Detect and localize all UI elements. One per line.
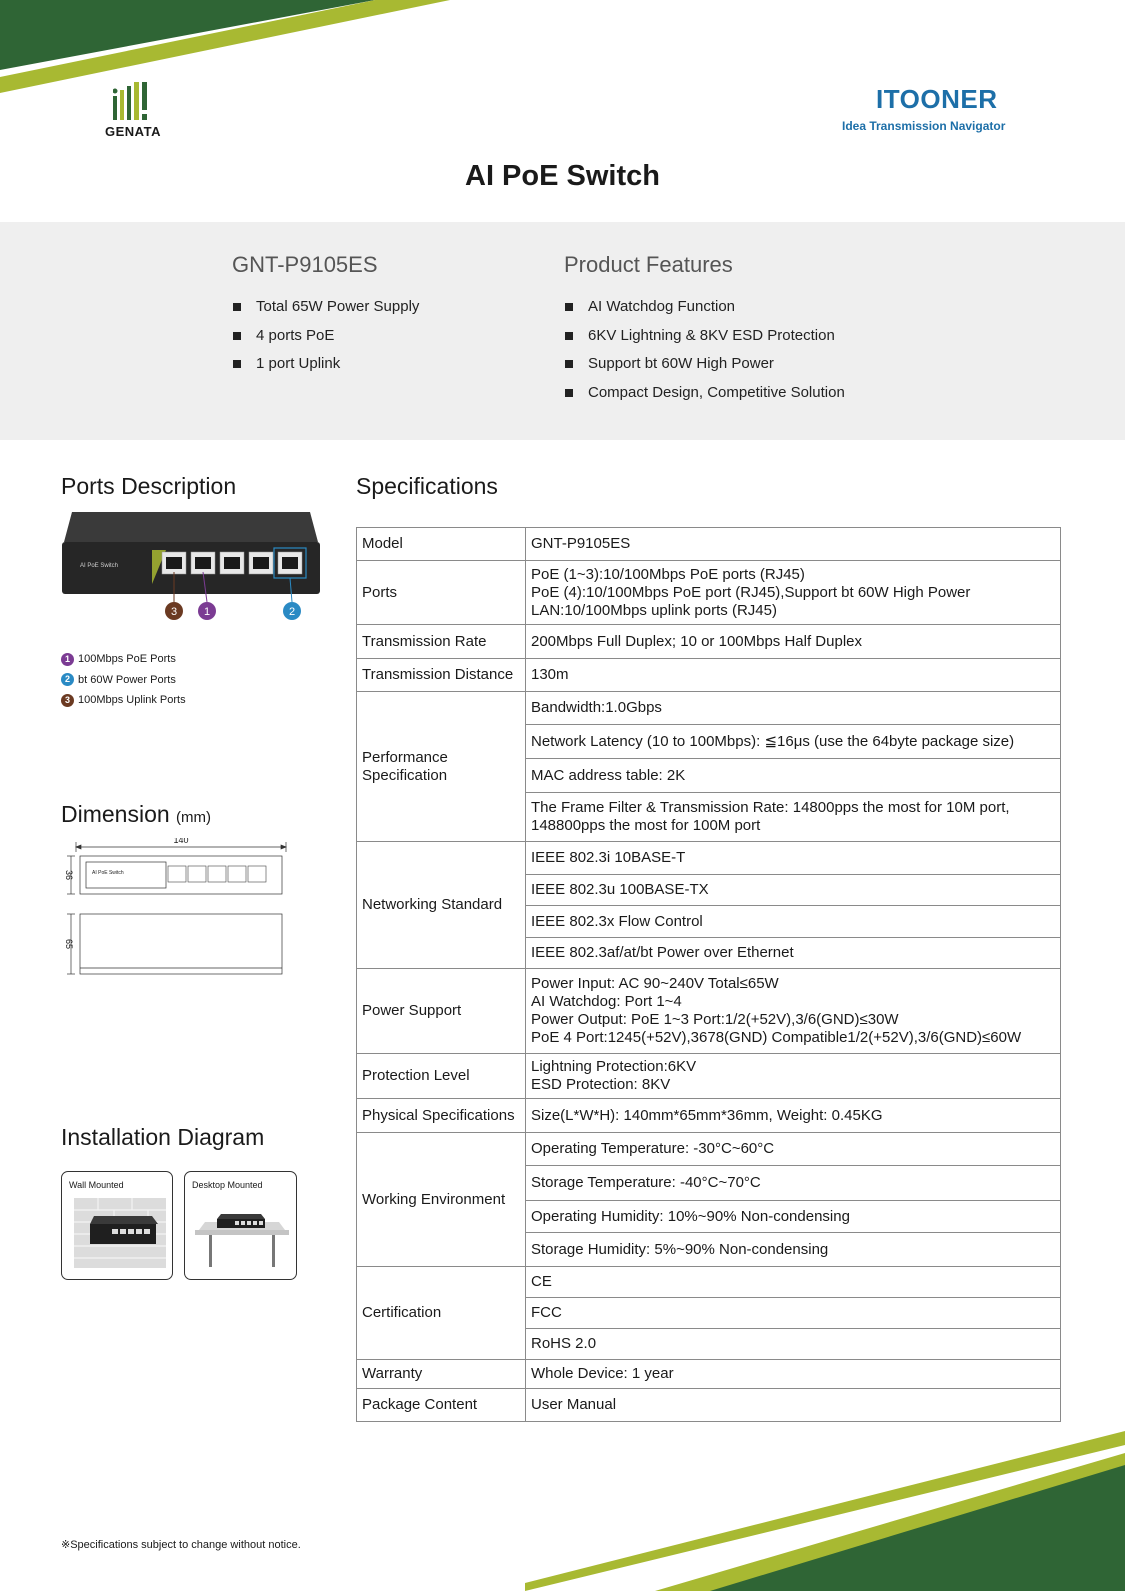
legend-label: 100Mbps Uplink Ports <box>78 694 186 707</box>
product-features <box>564 252 845 412</box>
spec-value: Lightning Protection:6KV ESD Protection: 8KV <box>526 1054 1061 1099</box>
spec-key: Physical Specifications <box>357 1099 526 1133</box>
dimension-unit: (mm) <box>176 809 212 826</box>
table-row <box>357 969 1061 1054</box>
model-point: Total 65W Power Supply <box>232 298 419 327</box>
spec-key: Networking Standard <box>357 842 526 969</box>
model-points <box>232 298 419 384</box>
dimension-drawing <box>62 838 294 998</box>
dimension-title: Dimension <box>61 801 170 827</box>
legend-item <box>61 690 186 711</box>
legend-badge: 2 <box>61 673 74 686</box>
legend-item <box>61 670 186 691</box>
genata-logo <box>92 82 182 142</box>
spec-value: Power Input: AC 90~240V Total≤65W AI Watchdog: Port 1~4 Power Output: PoE 1~3 Port:1/2(+52V),3/6(GND)≤30W PoE 4 Port:1245(+52V),3678(GND) Compatible1/2(+52V),3/6(GND)≤60W <box>526 969 1061 1054</box>
features-band <box>0 222 1125 440</box>
spec-value: GNT-P9105ES <box>526 528 1061 561</box>
ports-description-heading: Ports Description <box>61 473 237 499</box>
spec-key: Transmission Rate <box>357 625 526 659</box>
spec-value: Operating Temperature: -30°C~60°C <box>526 1133 1061 1166</box>
itooner-tagline: Idea Transmission Navigator <box>842 119 1006 133</box>
callout-3 <box>165 602 183 620</box>
model-heading: GNT-P9105ES <box>232 252 378 277</box>
dimension-depth-label: 65 <box>64 938 74 950</box>
table-row <box>357 659 1061 692</box>
itooner-logo-text: ITOONER <box>876 84 998 114</box>
product-feature-point: 6KV Lightning & 8KV ESD Protection <box>564 327 845 356</box>
installation-heading: Installation Diagram <box>61 1124 265 1150</box>
model-summary <box>232 252 419 384</box>
spec-key: Certification <box>357 1267 526 1360</box>
table-row <box>357 561 1061 625</box>
wall-mount-illustration <box>62 1194 173 1279</box>
spec-value: Storage Humidity: 5%~90% Non-condensing <box>526 1233 1061 1267</box>
spec-key: Protection Level <box>357 1054 526 1099</box>
product-feature-point: Support bt 60W High Power <box>564 355 845 384</box>
spec-key: Performance Specification <box>357 692 526 842</box>
spec-value: RoHS 2.0 <box>526 1329 1061 1360</box>
genata-logo-mark <box>113 82 153 120</box>
product-feature-point: Compact Design, Competitive Solution <box>564 384 845 413</box>
spec-value: Storage Temperature: -40°C~70°C <box>526 1166 1061 1201</box>
table-row <box>357 1054 1061 1099</box>
svg-text:1: 1 <box>203 606 211 618</box>
desktop-mounted-card <box>184 1171 297 1280</box>
legend-badge: 1 <box>61 653 74 666</box>
model-point: 1 port Uplink <box>232 355 419 384</box>
spec-value: IEEE 802.3x Flow Control <box>526 906 1061 938</box>
desktop-mount-illustration <box>185 1194 297 1279</box>
dimension-height-label: 36 <box>64 869 74 881</box>
spec-value: User Manual <box>526 1389 1061 1422</box>
spec-value: CE <box>526 1267 1061 1298</box>
dimension-front-label: AI PoE Switch <box>92 870 124 876</box>
spec-key: Ports <box>357 561 526 625</box>
dimension-width-label: 140 <box>173 838 189 845</box>
spec-key: Transmission Distance <box>357 659 526 692</box>
table-row <box>357 625 1061 659</box>
wall-mounted-label: Wall Mounted <box>69 1180 124 1190</box>
legend-item <box>61 649 186 670</box>
callout-2 <box>283 602 301 620</box>
footnote: ※Specifications subject to change without notice. <box>61 1539 301 1551</box>
page-title: AI PoE Switch <box>465 160 660 192</box>
spec-value: Size(L*W*H): 140mm*65mm*36mm, Weight: 0.45KG <box>526 1099 1061 1133</box>
svg-text:2: 2 <box>288 606 296 618</box>
table-row <box>357 1267 1061 1298</box>
specifications-table <box>356 527 1061 1422</box>
legend-label: 100Mbps PoE Ports <box>78 653 176 666</box>
spec-value: 200Mbps Full Duplex; 10 or 100Mbps Half Duplex <box>526 625 1061 659</box>
itooner-logo <box>842 84 1032 138</box>
spec-value: PoE (1~3):10/100Mbps PoE ports (RJ45) PoE (4):10/100Mbps PoE port (RJ45),Support bt 60W High Power LAN:10/100Mbps uplink ports (RJ45) <box>526 561 1061 625</box>
spec-value: Whole Device: 1 year <box>526 1360 1061 1389</box>
ports-legend <box>61 649 186 711</box>
legend-label: bt 60W Power Ports <box>78 673 176 686</box>
model-point: 4 ports PoE <box>232 327 419 356</box>
top-corner-stripes <box>0 0 460 100</box>
spec-value: Bandwidth:1.0Gbps <box>526 692 1061 725</box>
switch-front-illustration <box>60 510 322 630</box>
table-row <box>357 1389 1061 1422</box>
product-feature-point: AI Watchdog Function <box>564 298 845 327</box>
wall-mounted-card <box>61 1171 173 1280</box>
spec-value: Network Latency (10 to 100Mbps): ≦16μs (use the 64byte package size) <box>526 725 1061 759</box>
desktop-mounted-label: Desktop Mounted <box>192 1180 263 1190</box>
table-row <box>357 692 1061 725</box>
spec-value: 130m <box>526 659 1061 692</box>
spec-value: MAC address table: 2K <box>526 759 1061 793</box>
spec-key: Power Support <box>357 969 526 1054</box>
svg-text:3: 3 <box>170 606 178 618</box>
spec-key: Warranty <box>357 1360 526 1389</box>
specifications-heading: Specifications <box>356 473 498 499</box>
dimension-heading <box>61 801 211 828</box>
table-row <box>357 1133 1061 1166</box>
product-features-heading: Product Features <box>564 252 733 277</box>
device-front-label: AI PoE Switch <box>80 563 119 569</box>
callout-1 <box>198 602 216 620</box>
spec-value: FCC <box>526 1298 1061 1329</box>
spec-key: Model <box>357 528 526 561</box>
table-row <box>357 1360 1061 1389</box>
table-row <box>357 528 1061 561</box>
table-row <box>357 1099 1061 1133</box>
spec-value: Operating Humidity: 10%~90% Non-condensing <box>526 1201 1061 1233</box>
spec-value: IEEE 802.3u 100BASE-TX <box>526 875 1061 906</box>
spec-value: IEEE 802.3af/at/bt Power over Ethernet <box>526 938 1061 969</box>
genata-logo-text: GENATA <box>105 124 161 139</box>
spec-key: Package Content <box>357 1389 526 1422</box>
legend-badge: 3 <box>61 694 74 707</box>
spec-value: IEEE 802.3i 10BASE-T <box>526 842 1061 875</box>
table-row <box>357 842 1061 875</box>
spec-value: The Frame Filter & Transmission Rate: 14800pps the most for 10M port, 148800pps the most for 100M port <box>526 793 1061 842</box>
bottom-corner-stripes <box>525 1431 1125 1591</box>
spec-key: Working Environment <box>357 1133 526 1267</box>
product-feature-points <box>564 298 845 412</box>
